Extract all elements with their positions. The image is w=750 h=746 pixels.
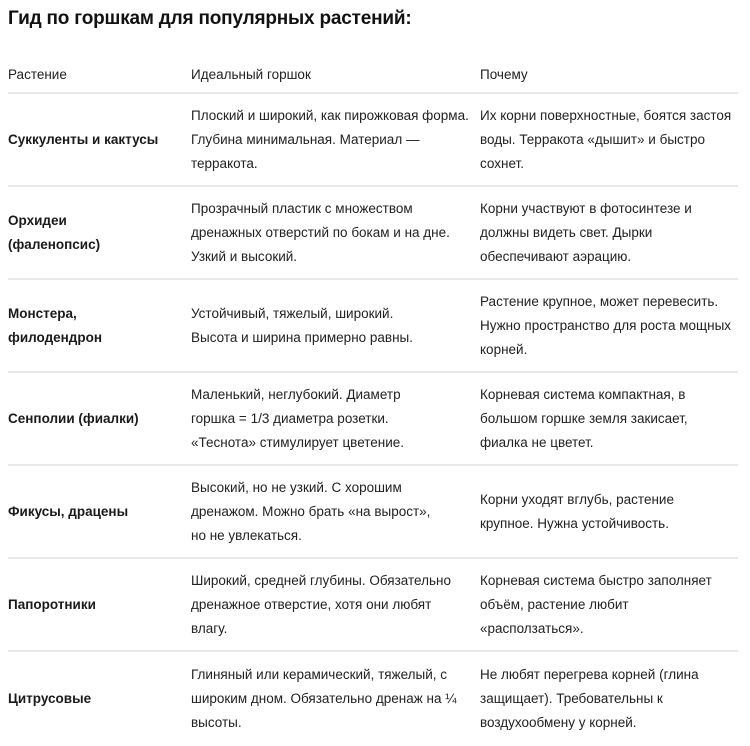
column-header-why: Почему xyxy=(480,67,528,82)
reason: Корни уходят вглубь, растение крупное. Нужна устойчивость. xyxy=(480,491,674,531)
table-row xyxy=(8,652,738,745)
table-row xyxy=(8,94,738,187)
plant-name: Суккуленты и кактусы xyxy=(8,131,159,147)
page-title: Гид по горшкам для популярных растений: xyxy=(8,8,412,29)
reason: Корни участвуют в фотосинтезе и должны видеть свет. Дырки обеспечивают аэрацию. xyxy=(480,200,692,264)
ideal-pot: Устойчивый, тяжелый, широкий. Высота и ширина примерно равны. xyxy=(191,305,414,345)
plant-name: Орхидеи (фаленопсис) xyxy=(8,212,101,252)
table-header-row xyxy=(8,58,738,94)
ideal-pot: Высокий, но не узкий. С хорошим дренажом. Можно брать «на вырост», но не увлекаться. xyxy=(191,479,431,543)
reason: Их корни поверхностные, боятся застоя воды. Терракота «дышит» и быстро сохнет. xyxy=(480,107,732,171)
reason: Не любят перегрева корней (глина защищает). Требовательны к воздухообмену у корней. xyxy=(480,666,699,730)
reason: Растение крупное, может перевесить. Нужно пространство для роста мощных корней. xyxy=(480,293,732,357)
plant-name: Монстера, филодендрон xyxy=(8,305,103,345)
ideal-pot: Глиняный или керамический, тяжелый, с широким дном. Обязательно дренаж на ¼ высоты. xyxy=(191,666,457,730)
table-row xyxy=(8,466,738,559)
table-row xyxy=(8,187,738,280)
ideal-pot: Плоский и широкий, как пирожковая форма. Глубина минимальная. Материал — терракота. xyxy=(191,107,469,171)
plant-name: Сенполии (фиалки) xyxy=(8,410,139,426)
ideal-pot: Широкий, средней глубины. Обязательно дренажное отверстие, хотя они любят влагу. xyxy=(191,572,451,636)
table-row xyxy=(8,559,738,652)
plant-name: Папоротники xyxy=(8,596,96,612)
reason: Корневая система компактная, в большом горшке земля закисает, фиалка не цветет. xyxy=(480,386,688,450)
ideal-pot: Прозрачный пластик с множеством дренажных отверстий по бокам и на дне. Узкий и высокий. xyxy=(191,200,450,264)
ideal-pot: Маленький, неглубокий. Диаметр горшка = 1/3 диаметра розетки. «Теснота» стимулирует цветение. xyxy=(191,386,405,450)
column-header-plant: Растение xyxy=(8,67,67,82)
reason: Корневая система быстро заполняет объём, растение любит «расползаться». xyxy=(480,572,712,636)
column-header-pot: Идеальный горшок xyxy=(191,67,311,82)
table-row xyxy=(8,373,738,466)
table-row xyxy=(8,280,738,373)
plant-name: Фикусы, драцены xyxy=(8,503,129,519)
plant-pot-table xyxy=(8,58,738,745)
plant-name: Цитрусовые xyxy=(8,690,92,706)
